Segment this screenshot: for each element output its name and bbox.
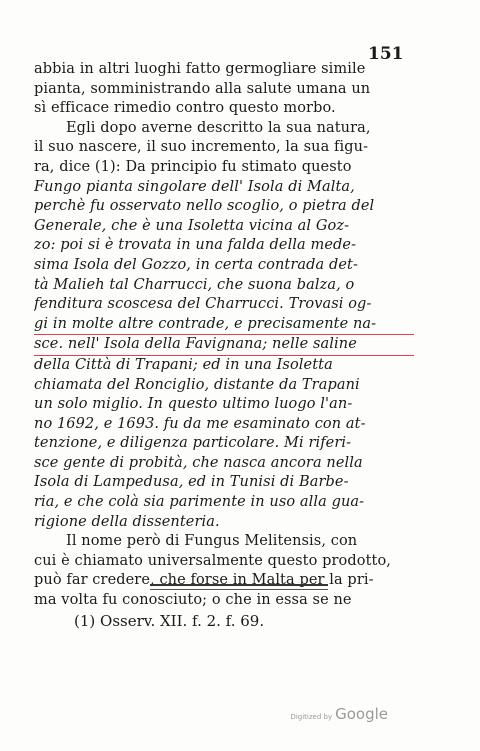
text-line: ma volta fu conosciuto; o che in essa se ne (34, 592, 352, 609)
quoted-line: chiamata del Ronciglio, distante da Trapani (34, 376, 360, 393)
quoted-line: Isola di Lampedusa, ed in Tunisi di Barbe- (34, 474, 349, 491)
quoted-line: Generale, che è una Isoletta vicina al Goz- (34, 217, 350, 234)
quoted-line: rigione della dissenteria. (34, 513, 220, 530)
quoted-line: sce gente di probità, che nasca ancora nella (34, 454, 363, 471)
quoted-line: sima Isola del Gozzo, in certa contrada det- (34, 256, 358, 273)
quoted-line: della Città di Trapani; ed in una Isoletta (34, 356, 333, 373)
quoted-line: no 1692, e 1693. fu da me esaminato con at- (34, 415, 366, 432)
text-line: il suo nascere, il suo incremento, la sua figu- (34, 139, 369, 156)
page-number: 151 (368, 44, 404, 64)
paragraph-start-line: Egli dopo averne descritto la sua natura, (66, 119, 371, 136)
text-line: pianta, somministrando alla salute umana un (34, 80, 371, 97)
quoted-line: tà Malieh tal Charrucci, che suona balza, o (34, 276, 355, 293)
quoted-line: Fungo pianta singolare dell' Isola di Malta, (34, 178, 355, 195)
quoted-line: tenzione, e diligenza particolare. Mi riferi- (34, 435, 352, 452)
text-line: può far credere, che forse in Malta per la pri- (34, 572, 374, 589)
quoted-line: zo: poi si è trovata in una falda della mede- (34, 237, 357, 254)
paragraph-start-line: Il nome però di Fungus Melitensis, con (66, 533, 358, 550)
section-divider (150, 584, 328, 586)
watermark-prefix: Digitized by (290, 713, 333, 721)
quoted-line: ria, e che colà sia parimente in uso alla gua- (34, 494, 365, 511)
text-line: abbia in altri luoghi fatto germogliare simile (34, 61, 366, 77)
google-logo: Google (335, 705, 388, 723)
quoted-line: perchè fu osservato nello scoglio, o pietra del (34, 198, 375, 215)
digitization-watermark (290, 705, 388, 723)
text-line: cui è chiamato universalmente questo prodotto, (34, 552, 391, 569)
quoted-line: un solo miglio. In questo ultimo luogo l'an- (34, 396, 353, 413)
underlined-line: sce. nell' Isola della Favignana; nelle saline (34, 335, 414, 356)
body-text (34, 60, 414, 611)
text-line: sì efficace rimedio contro questo morbo. (34, 100, 336, 117)
footnote: (1) Osserv. XII. f. 2. f. 69. (74, 612, 265, 630)
underlined-line: gi in molte altre contrade, e precisamente na- (34, 315, 414, 336)
text-line: ra, dice (1): Da principio fu stimato questo (34, 158, 352, 175)
quoted-line: fenditura scoscesa del Charrucci. Trovasi og- (34, 296, 372, 313)
